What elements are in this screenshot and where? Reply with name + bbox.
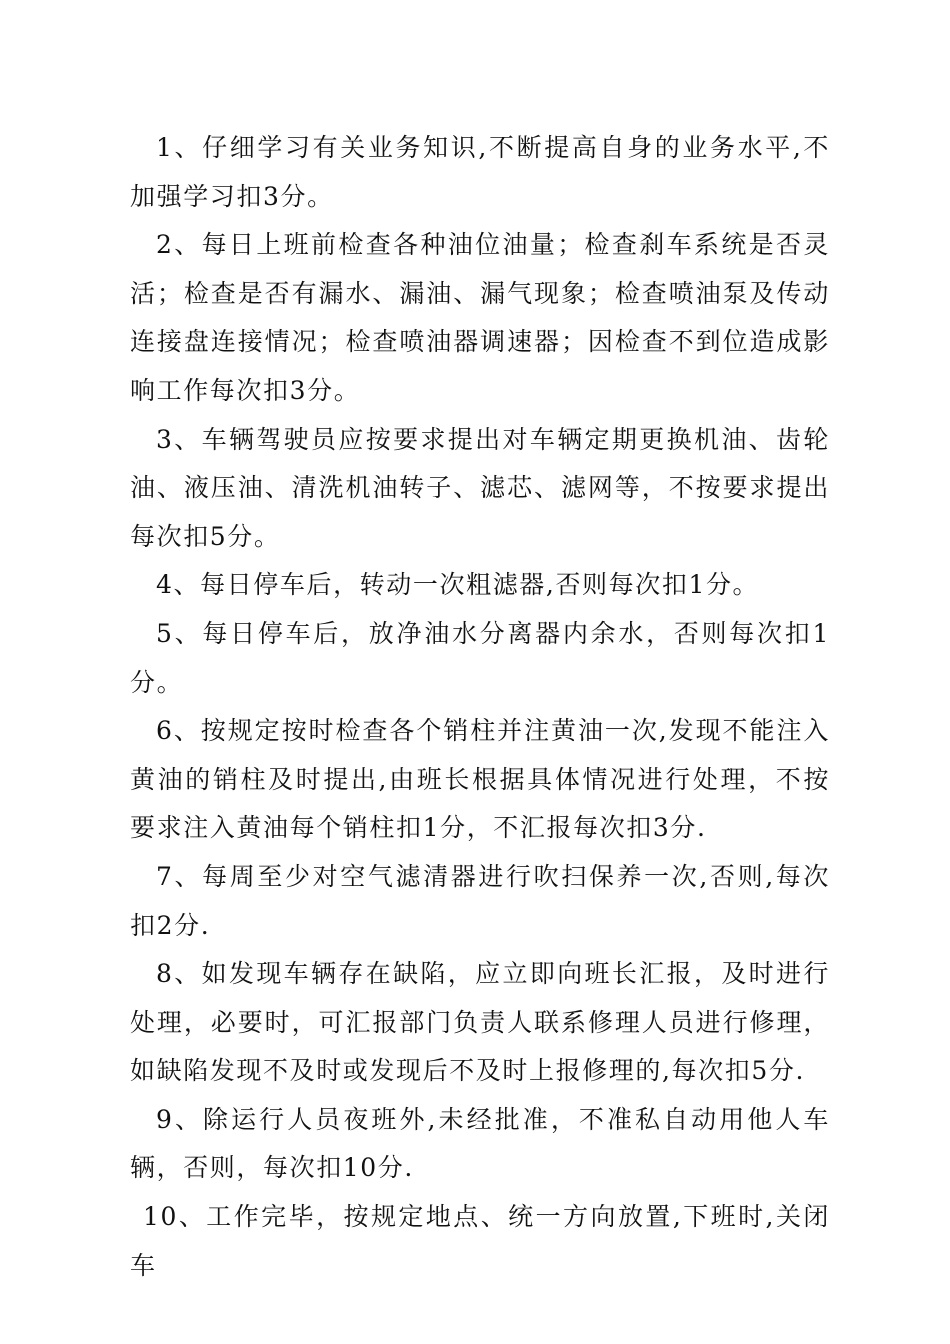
rule-paragraph-2: 2、每日上班前检查各种油位油量；检查刹车系统是否灵活；检查是否有漏水、漏油、漏气现象；检查喷油泵及传动连接盘连接情况；检查喷油器调速器；因检查不到位造成影响工作每次扣3分。	[130, 230, 830, 405]
rule-paragraph-3: 3、车辆驾驶员应按要求提出对车辆定期更换机油、齿轮油、液压油、清洗机油转子、滤芯、滤网等，不按要求提出每次扣5分。	[130, 424, 830, 551]
rule-paragraph-1: 1、仔细学习有关业务知识,不断提高自身的业务水平,不加强学习扣3分。	[130, 133, 830, 211]
rule-paragraph-9: 9、除运行人员夜班外,未经批准，不准私自动用他人车辆，否则，每次扣10分.	[130, 1104, 830, 1183]
rule-paragraph-10: 10、工作完毕，按规定地点、统一方向放置,下班时,关闭车	[130, 1202, 830, 1280]
document-body	[130, 124, 830, 1290]
rule-paragraph-4: 4、每日停车后，转动一次粗滤器,否则每次扣1分。	[156, 570, 760, 600]
rule-paragraph-6: 6、按规定按时检查各个销柱并注黄油一次,发现不能注入黄油的销柱及时提出,由班长根据具体情况进行处理，不按要求注入黄油每个销柱扣1分，不汇报每次扣3分.	[130, 716, 830, 843]
rule-paragraph-7: 7、每周至少对空气滤清器进行吹扫保养一次,否则,每次扣2分.	[130, 861, 830, 940]
rule-paragraph-5: 5、每日停车后，放净油水分离器内余水，否则每次扣1分。	[130, 618, 830, 697]
rule-paragraph-8: 8、如发现车辆存在缺陷，应立即向班长汇报，及时进行处理，必要时，可汇报部门负责人联系修理人员进行修理，如缺陷发现不及时或发现后不及时上报修理的,每次扣5分.	[130, 959, 830, 1086]
